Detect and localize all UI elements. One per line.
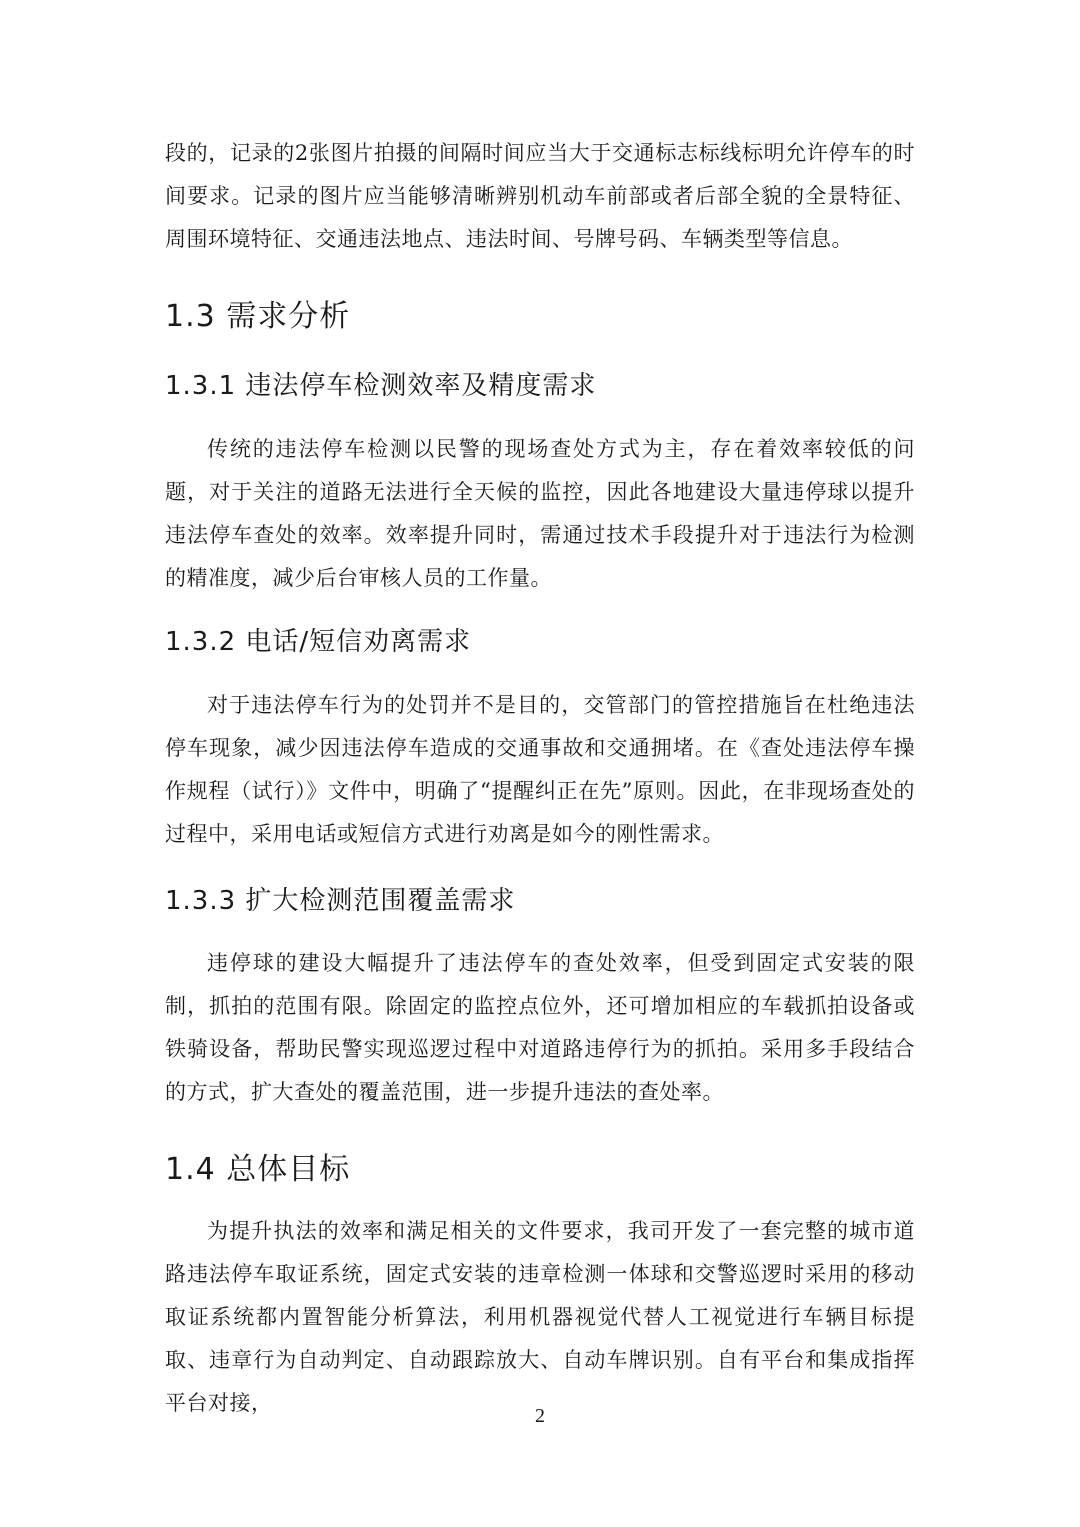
intro-paragraph: 段的，记录的2张图片拍摄的间隔时间应当大于交通标志标线标明允许停车的时间要求。记录的图片应当能够清晰辨别机动车前部或者后部全貌的全景特征、周围环境特征、交通违法地点、违法时间、号牌号码、车辆类型等信息。: [165, 141, 915, 251]
page-number: 2: [535, 1405, 545, 1427]
subsection-heading-1-3-3: 1.3.3 扩大检测范围覆盖需求: [165, 886, 516, 916]
subsection-paragraph-1-3-3: 违停球的建设大幅提升了违法停车的查处效率，但受到固定式安装的限制，抓拍的范围有限。除固定的监控点位外，还可增加相应的车载抓拍设备或铁骑设备，帮助民警实现巡逻过程中对道路违停行为的抓拍。采用多手段结合的方式，扩大查处的覆盖范围，进一步提升违法的查处率。: [165, 951, 915, 1104]
section-heading-1-4: 1.4 总体目标: [165, 1152, 351, 1187]
subsection-heading-1-3-1: 1.3.1 违法停车检测效率及精度需求: [165, 371, 597, 401]
section-paragraph-1-4: 为提升执法的效率和满足相关的文件要求，我司开发了一套完整的城市道路违法停车取证系统，固定式安装的违章检测一体球和交警巡逻时采用的移动取证系统都内置智能分析算法，利用机器视觉代替人工视觉进行车辆目标提取、违章行为自动判定、自动跟踪放大、自动车牌识别。自有平台和集成指挥平台对接，: [165, 1219, 915, 1415]
subsection-paragraph-1-3-2: 对于违法停车行为的处罚并不是目的，交管部门的管控措施旨在杜绝违法停车现象，减少因违法停车造成的交通事故和交通拥堵。在《查处违法停车操作规程（试行）》文件中，明确了“提醒纠正在先”原则。因此，在非现场查处的过程中，采用电话或短信方式进行劝离是如今的刚性需求。: [165, 693, 915, 846]
subsection-paragraph-1-3-1: 传统的违法停车检测以民警的现场查处方式为主，存在着效率较低的问题，对于关注的道路无法进行全天候的监控，因此各地建设大量违停球以提升违法停车查处的效率。效率提升同时，需通过技术手段提升对于违法行为检测的精准度，减少后台审核人员的工作量。: [165, 437, 915, 590]
section-heading-1-3: 1.3 需求分析: [165, 299, 351, 334]
subsection-heading-1-3-2: 1.3.2 电话/短信劝离需求: [165, 627, 472, 657]
